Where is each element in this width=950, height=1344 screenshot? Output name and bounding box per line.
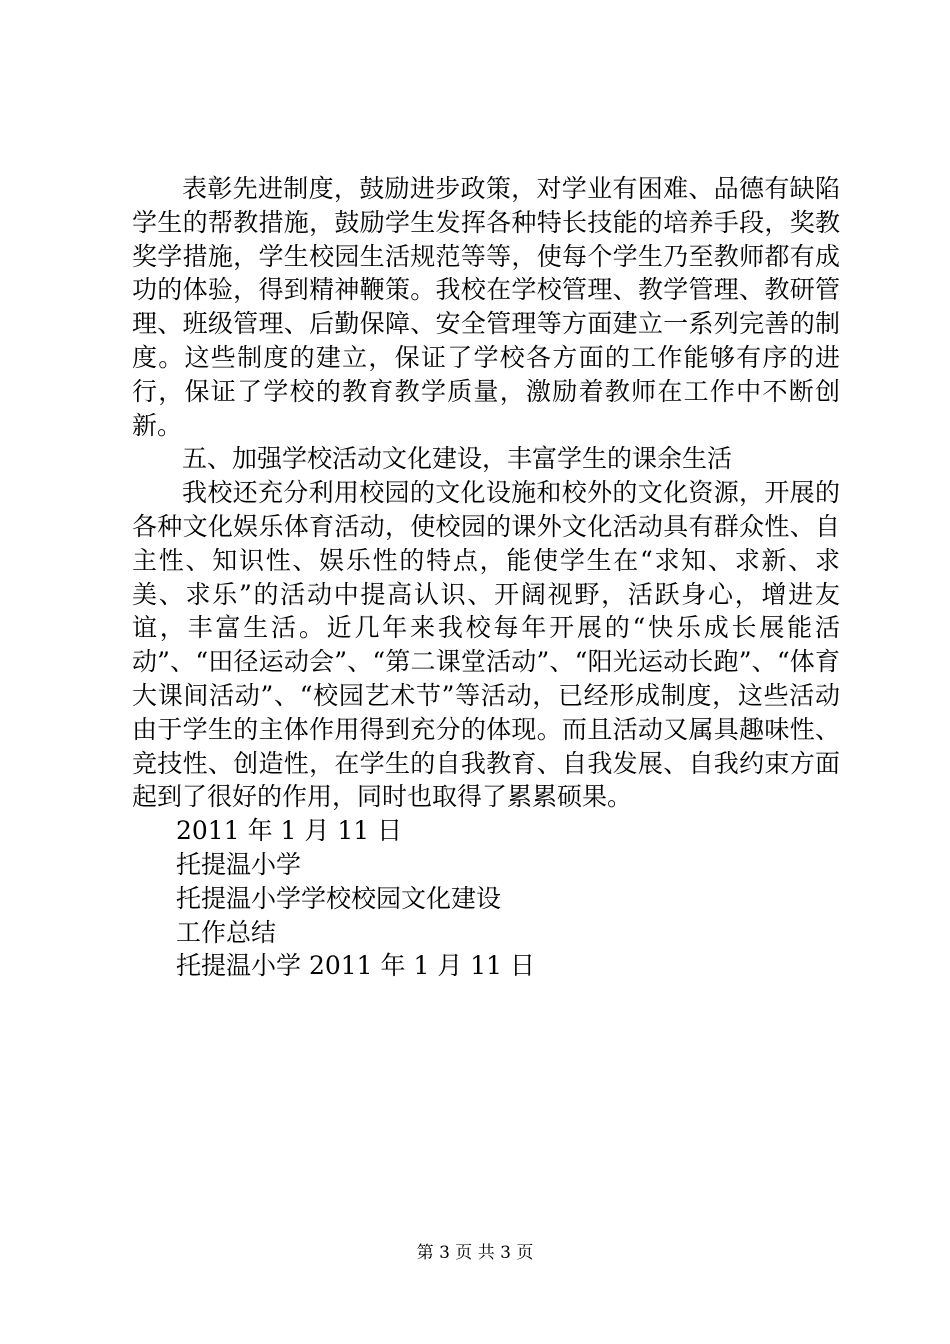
signature-line: 托提温小学 2011 年 1 月 11 日: [176, 951, 536, 981]
document-body: [132, 172, 840, 983]
school-name: 托提温小学: [176, 849, 302, 879]
page-number-indicator: 第 3 页 共 3 页: [416, 1243, 534, 1263]
date-line: 2011 年 1 月 11 日: [176, 816, 403, 846]
page-footer: [0, 1242, 950, 1264]
document-title-line: 托提温小学学校校园文化建设: [176, 883, 502, 913]
paragraph-cultural-activities: 我校还充分利用校园的文化设施和校外的文化资源，开展的各种文化娱乐体育活动，使校园的课外文化活动具有群众性、自主性、知识性、娱乐性的特点，能使学生在“求知、求新、求美、求乐”的活动中提高认识、开阔视野，活跃身心，增进友谊，丰富生活。近几年来我校每年开展的“快乐成长展能活动”、“田径运动会”、“第二课堂活动”、“阳光运动长跑”、“体育大课间活动”、“校园艺术节”等活动，已经形成制度，这些活动由于学生的主体作用得到充分的体现。而且活动又属具趣味性、竞技性、创造性，在学生的自我教育、自我发展、自我约束方面起到了很好的作用，同时也取得了累累硕果。: [132, 478, 840, 812]
paragraph-school-policies: 表彰先进制度，鼓励进步政策，对学业有困难、品德有缺陷学生的帮教措施，鼓励学生发挥各种特长技能的培养手段，奖教奖学措施，学生校园生活规范等等，使每个学生乃至教师都有成功的体验，得到精神鞭策。我校在学校管理、教学管理、教研管理、班级管理、后勤保障、安全管理等方面建立一系列完善的制度。这些制度的建立，保证了学校各方面的工作能够有序的进行，保证了学校的教育教学质量，激励着教师在工作中不断创新。: [132, 174, 840, 440]
section-heading-activity-culture: 五、加强学校活动文化建设，丰富学生的课余生活: [182, 444, 733, 474]
document-subtitle-line: 工作总结: [176, 917, 277, 947]
